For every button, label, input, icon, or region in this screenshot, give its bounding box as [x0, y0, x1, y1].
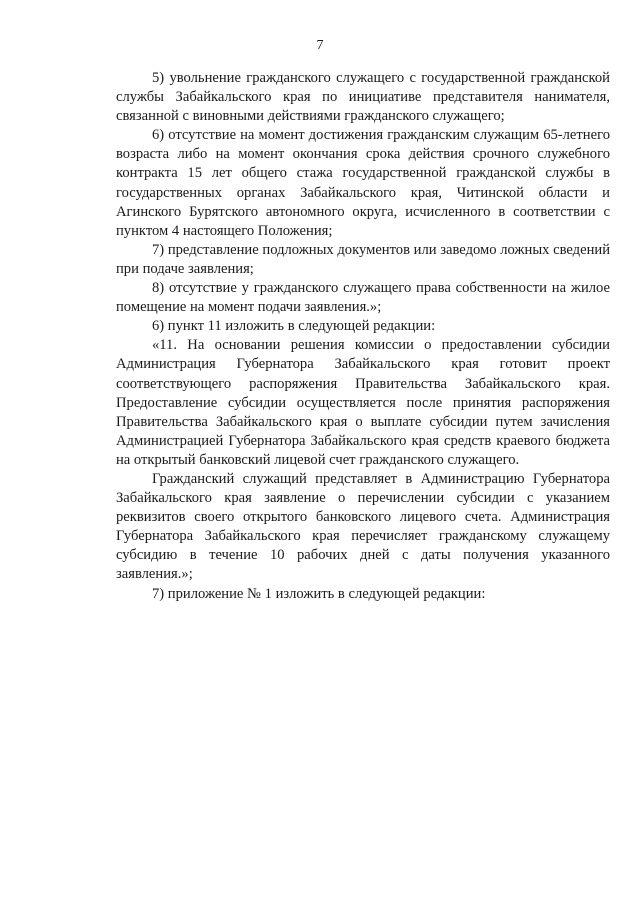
paragraph-point-11-text: «11. На основании решения комиссии о предоставлении субсидии Администрация Губернатора Забайкальского края готовит проект соответствующего распоряжения Правительства Забайкальского края. Предоставление субсидии осуществляется после принятия распоряжения Правительства Забайкальского края о выплате субсидии путем зачисления Администрацией Губернатора Забайкальского края средств краевого бюджета на открытый банковский лицевой счет гражданского служащего. [116, 337, 610, 468]
paragraph-amend-appendix-1: 7) приложение № 1 изложить в следующей редакции: [152, 585, 486, 602]
paragraph-item-5-dismissal: 5) увольнение гражданского служащего с государственной гражданской службы Забайкальского края по инициативе представителя нанимателя, связанной с виновными действиями гражданского служащего; [116, 70, 610, 125]
page-number: 7 [316, 38, 324, 53]
paragraph-amend-point-11: 6) пункт 11 изложить в следующей редакции: [152, 318, 436, 335]
paragraph-item-7-false-documents: 7) представление подложных документов или заведомо ложных сведений при подаче заявления; [116, 241, 610, 277]
document-body [116, 69, 610, 604]
paragraph-point-11-transfer: Гражданский служащий представляет в Администрацию Губернатора Забайкальского края заявление о перечислении субсидии с указанием реквизитов своего открытого банковского лицевого счета. Администрация Губернатора Забайкальского края перечисляет гражданскому служащему субсидию в течение 10 рабочих дней с даты получения указанного заявления.»; [116, 470, 610, 583]
paragraph-item-8-no-ownership: 8) отсутствие у гражданского служащего права собственности на жилое помещение на момент подачи заявления.»; [116, 280, 610, 316]
paragraph-item-6-service-length: 6) отсутствие на момент достижения гражданским служащим 65-летнего возраста либо на момент окончания срока действия срочного служебного контракта 15 лет общего стажа государственной гражданской службы в государственных органах Забайкальского края, Читинской области и Агинского Бурятского автономного округа, исчисленного в соответствии с пунктом 4 настоящего Положения; [116, 127, 610, 239]
